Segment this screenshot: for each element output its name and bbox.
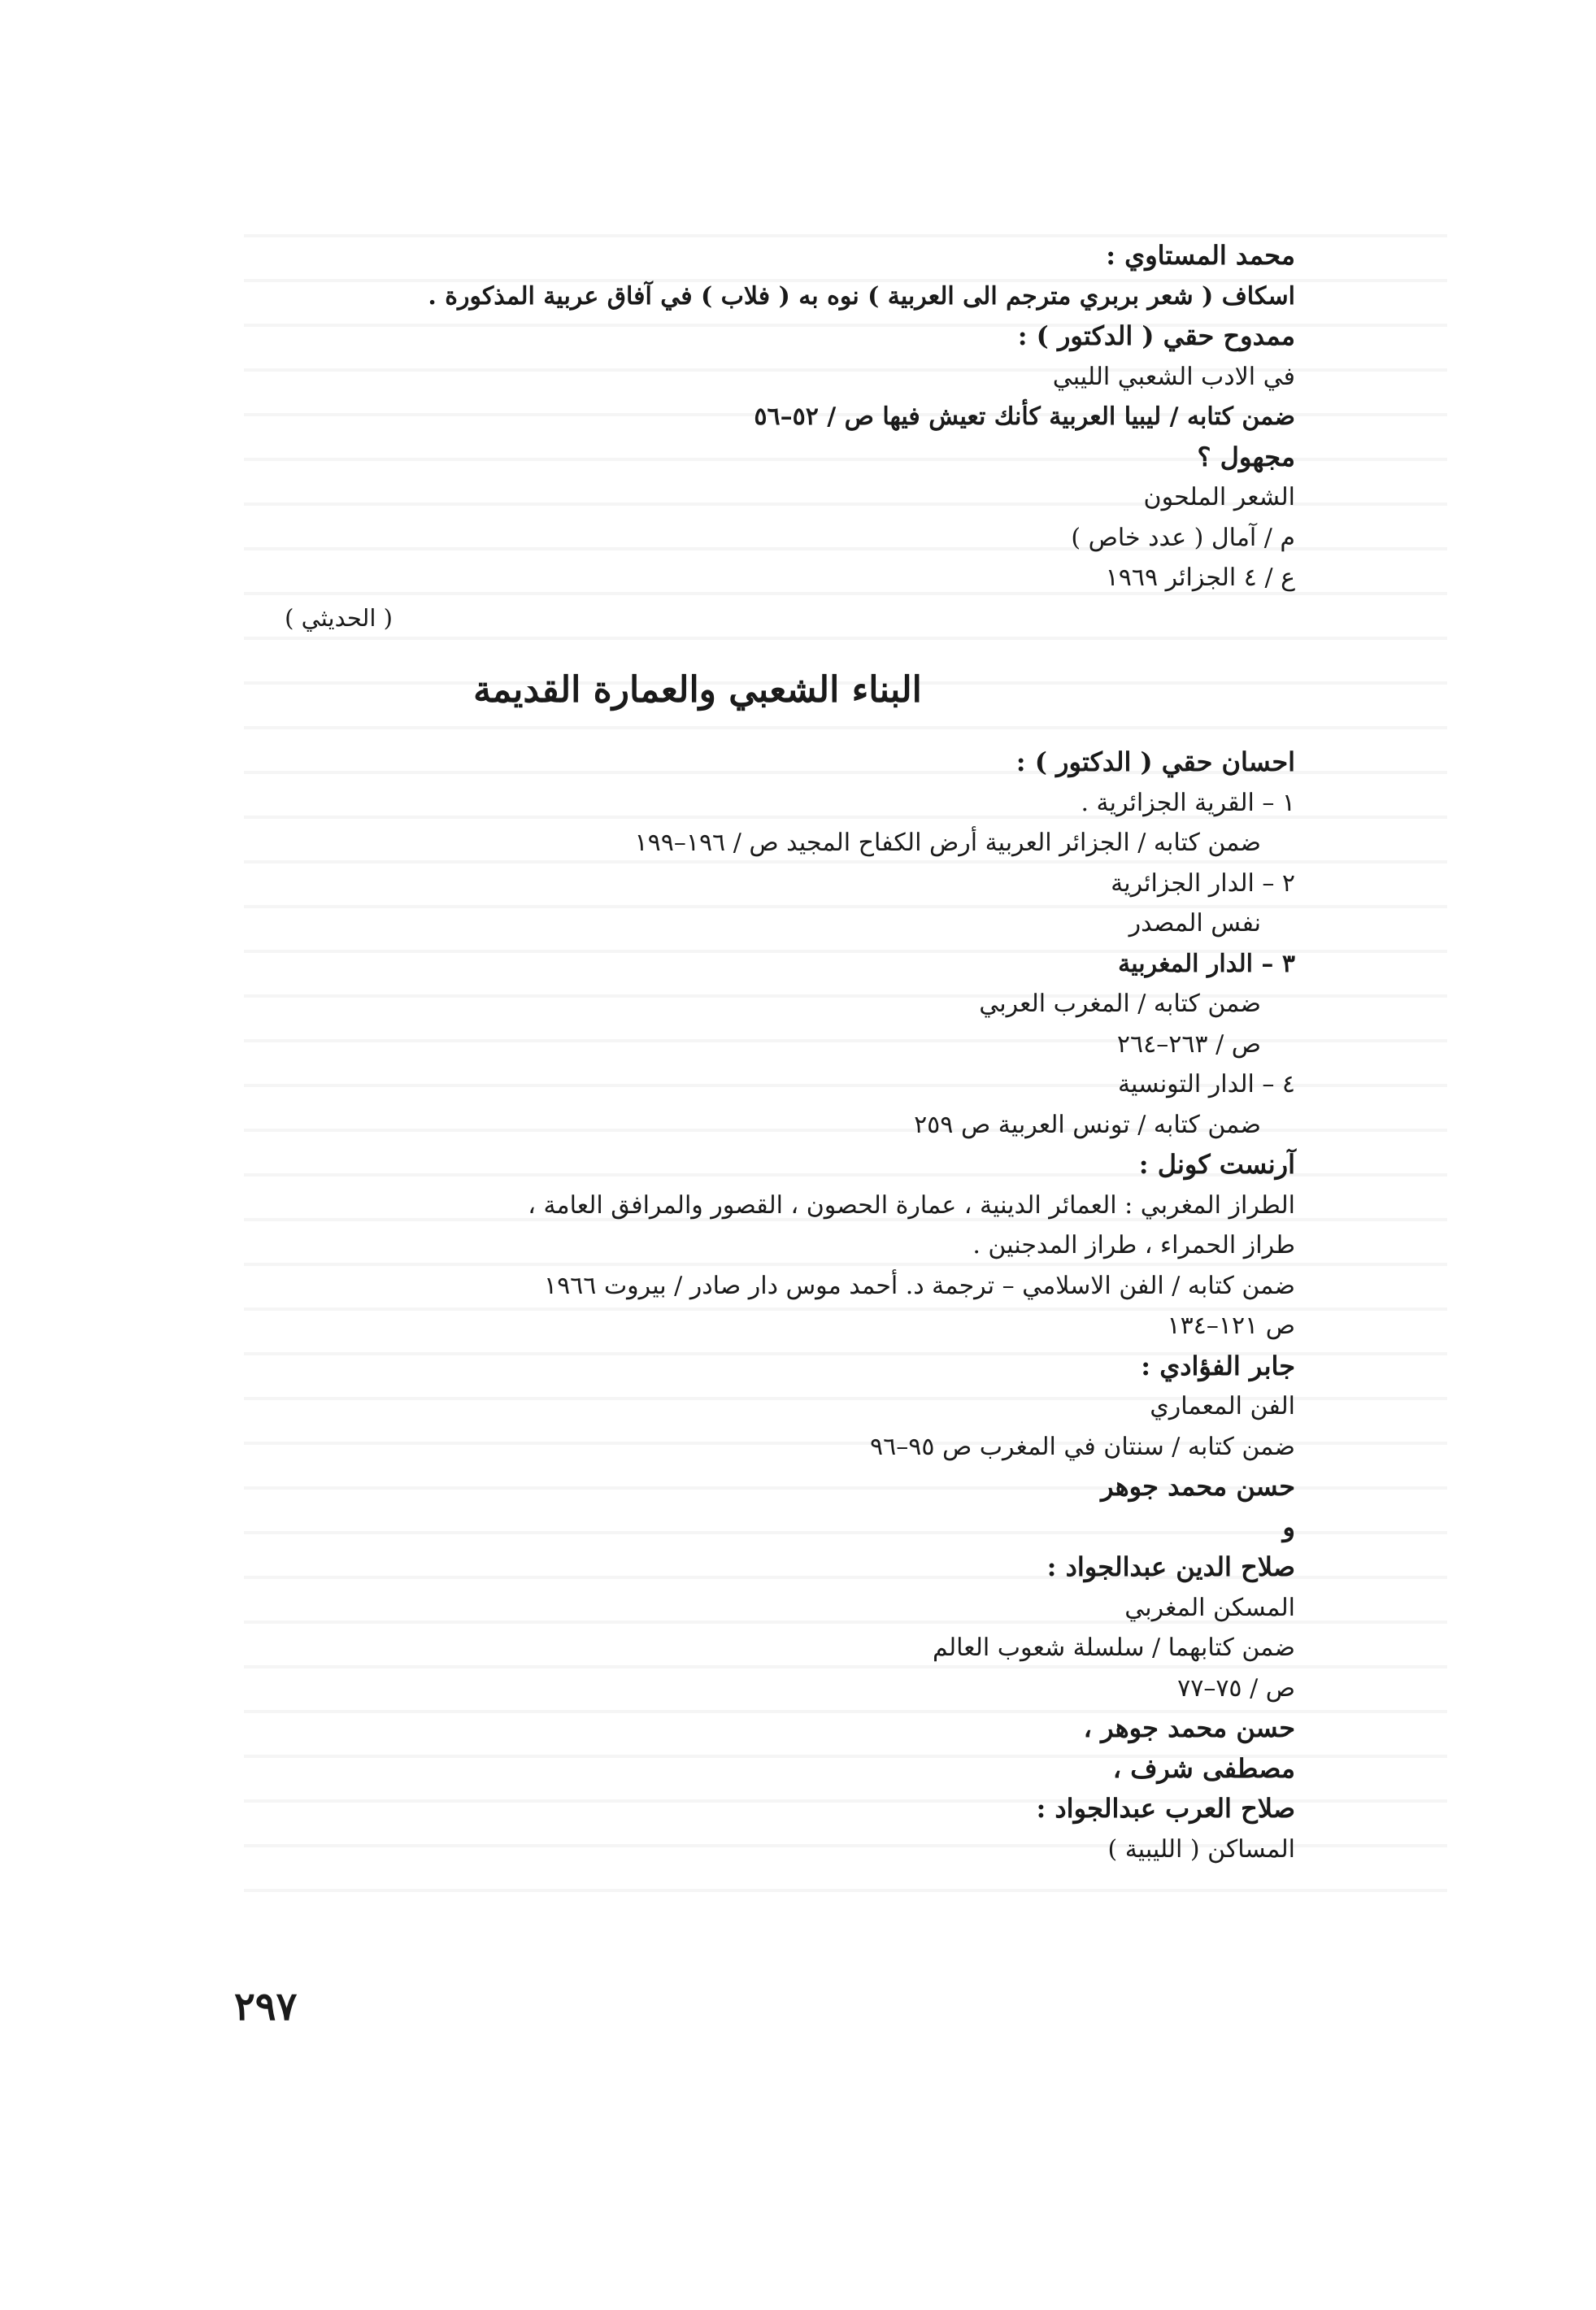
section-entries — [222, 742, 1295, 1869]
author-name: صلاح العرب عبدالجواد : — [1036, 1793, 1295, 1824]
entry-line: ضمن كتابه / الفن الاسلامي – ترجمة د. أحمد موس دار صادر / بيروت ١٩٦٦ — [543, 1271, 1295, 1300]
entry-line: م / آمال ( عدد خاص ) — [1071, 523, 1295, 552]
entry-line-bold: ٣ – الدار المغربية — [1118, 949, 1295, 978]
entry-line: الطراز المغربي : العمائر الدينية ، عمارة الحصون ، القصور والمرافق العامة ، — [528, 1190, 1295, 1220]
author-name: آرنست كونل : — [1138, 1149, 1295, 1180]
entry-line: الشعر الملحون — [1143, 483, 1295, 511]
author-name: حسن محمد جوهر — [1101, 1471, 1295, 1502]
entry-line: ١ – القرية الجزائرية . — [1081, 788, 1295, 817]
entry-line: المساكن ( الليبية ) — [1107, 1834, 1295, 1864]
author-name: ممدوح حقي ( الدكتور ) : — [1017, 320, 1295, 351]
author-name: احسان حقي ( الدكتور ) : — [1015, 746, 1295, 777]
entry-line: نفس المصدر — [1129, 909, 1261, 937]
entry-line-bold: اسكاف ( شعر بربري مترجم الى العربية ) نوه به ( فلاب ) في آفاق عربية المذكورة . — [428, 281, 1295, 311]
section-title: البناء الشعبي والعمارة القديمة — [473, 669, 922, 711]
entry-line: ص / ٢٦٣–٢٦٤ — [1116, 1029, 1261, 1059]
author-name: و — [1282, 1511, 1295, 1542]
entry-line: ص / ٧٥–٧٧ — [1177, 1673, 1295, 1703]
author-name: محمد المستاوي : — [1106, 240, 1295, 271]
entry-line-bold: ضمن كتابه / ليبيا العربية كأنك تعيش فيها ص / ٥٢–٥٦ — [754, 402, 1295, 431]
author-name: مصطفى شرف ، — [1112, 1752, 1295, 1784]
entry-line: الفن المعماري — [1150, 1392, 1295, 1420]
author-name: مجهول ؟ — [1197, 441, 1295, 472]
entry-line: ٢ – الدار الجزائرية — [1111, 868, 1295, 898]
source-tag: ( الحديثي ) — [285, 603, 393, 632]
entry-line: ع / ٤ الجزائر ١٩٦٩ — [1105, 563, 1295, 592]
author-name: صلاح الدين عبدالجواد : — [1046, 1551, 1295, 1582]
entry-line: طراز الحمراء ، طراز المدجنين . — [972, 1231, 1295, 1259]
author-name: حسن محمد جوهر ، — [1083, 1712, 1295, 1743]
entry-line: في الادب الشعبي الليبي — [1052, 362, 1295, 391]
entries-before-section — [222, 236, 1295, 598]
entry-line: ضمن كتابه / الجزائر العربية أرض الكفاح المجيد ص / ١٩٦–١٩٩ — [634, 829, 1261, 857]
bibliography-content — [222, 236, 1295, 1869]
entry-line: ضمن كتابه / سنتان في المغرب ص ٩٥–٩٦ — [869, 1432, 1295, 1461]
author-name: جابر الفؤادي : — [1141, 1350, 1295, 1381]
entry-line: ص ١٢١–١٣٤ — [1167, 1312, 1295, 1340]
page-number: ٢٩٧ — [234, 1984, 298, 2029]
entry-line: ضمن كتابه / تونس العربية ص ٢٥٩ — [914, 1110, 1261, 1139]
entry-line: المسكن المغربي — [1124, 1593, 1295, 1622]
entry-line: ضمن كتابه / المغرب العربي — [979, 990, 1261, 1018]
entry-line: ضمن كتابهما / سلسلة شعوب العالم — [933, 1634, 1295, 1662]
entry-line: ٤ – الدار التونسية — [1117, 1070, 1295, 1098]
